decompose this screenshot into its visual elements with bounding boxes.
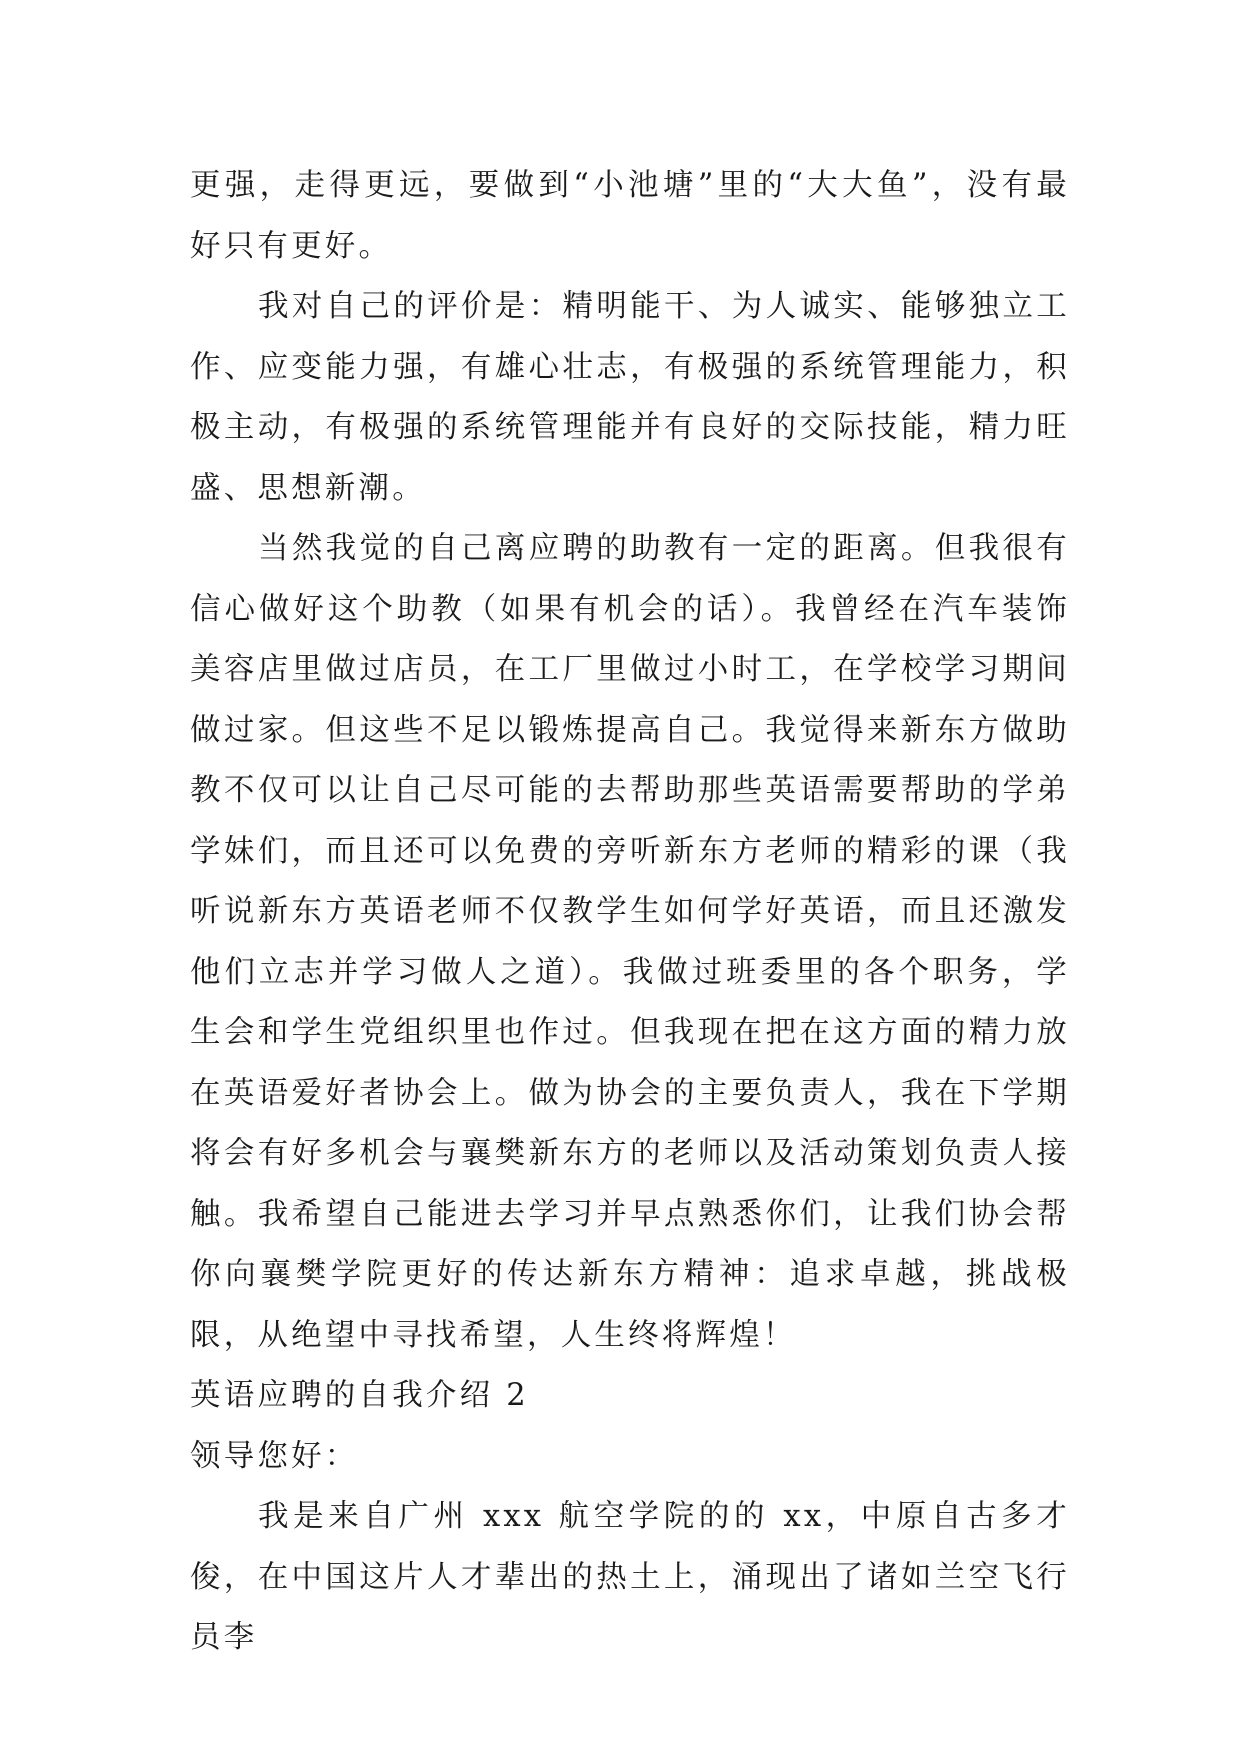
section-title: 英语应聘的自我介绍 2 [190,1378,529,1413]
paragraph-experience: 当然我觉的自己离应聘的助教有一定的距离。但我很有信心做好这个助教（如果有机会的话）。我曾经在汽车装饰美容店里做过店员，在工厂里做过小时工，在学校学习期间做过家。但这些不足以锻炼提高自己。我觉得来新东方做助教不仅可以让自己尽可能的去帮助那些英语需要帮助的学弟学妹们，而且还可以免费的旁听新东方老师的精彩的课（我听说新东方英语老师不仅教学生如何学好英语，而且还激发他们立志并学习做人之道）。我做过班委里的各个职务，学生会和学生党组织里也作过。但我现在把在这方面的精力放在英语爱好者协会上。做为协会的主要负责人，我在下学期将会有好多机会与襄樊新东方的老师以及活动策划负责人接触。我希望自己能进去学习并早点熟悉你们，让我们协会帮你向襄樊学院更好的传达新东方精神：追求卓越，挑战极限，从绝望中寻找希望，人生终将辉煌！ [190,531,1070,1353]
paragraph-continuation: 更强，走得更远，要做到“小池塘”里的“大大鱼”，没有最好只有更好。 [190,168,1070,264]
paragraph-introduction: 我是来自广州 xxx 航空学院的的 xx，中原自古多才俊，在中国这片人才辈出的热土上，涌现出了诸如兰空飞行员李 [190,1499,1070,1655]
document-body [190,156,1070,1669]
greeting: 领导您好： [190,1438,359,1474]
paragraph-self-evaluation: 我对自己的评价是：精明能干、为人诚实、能够独立工作、应变能力强，有雄心壮志，有极强的系统管理能力，积极主动，有极强的系统管理能并有良好的交际技能，精力旺盛、思想新潮。 [190,289,1070,506]
